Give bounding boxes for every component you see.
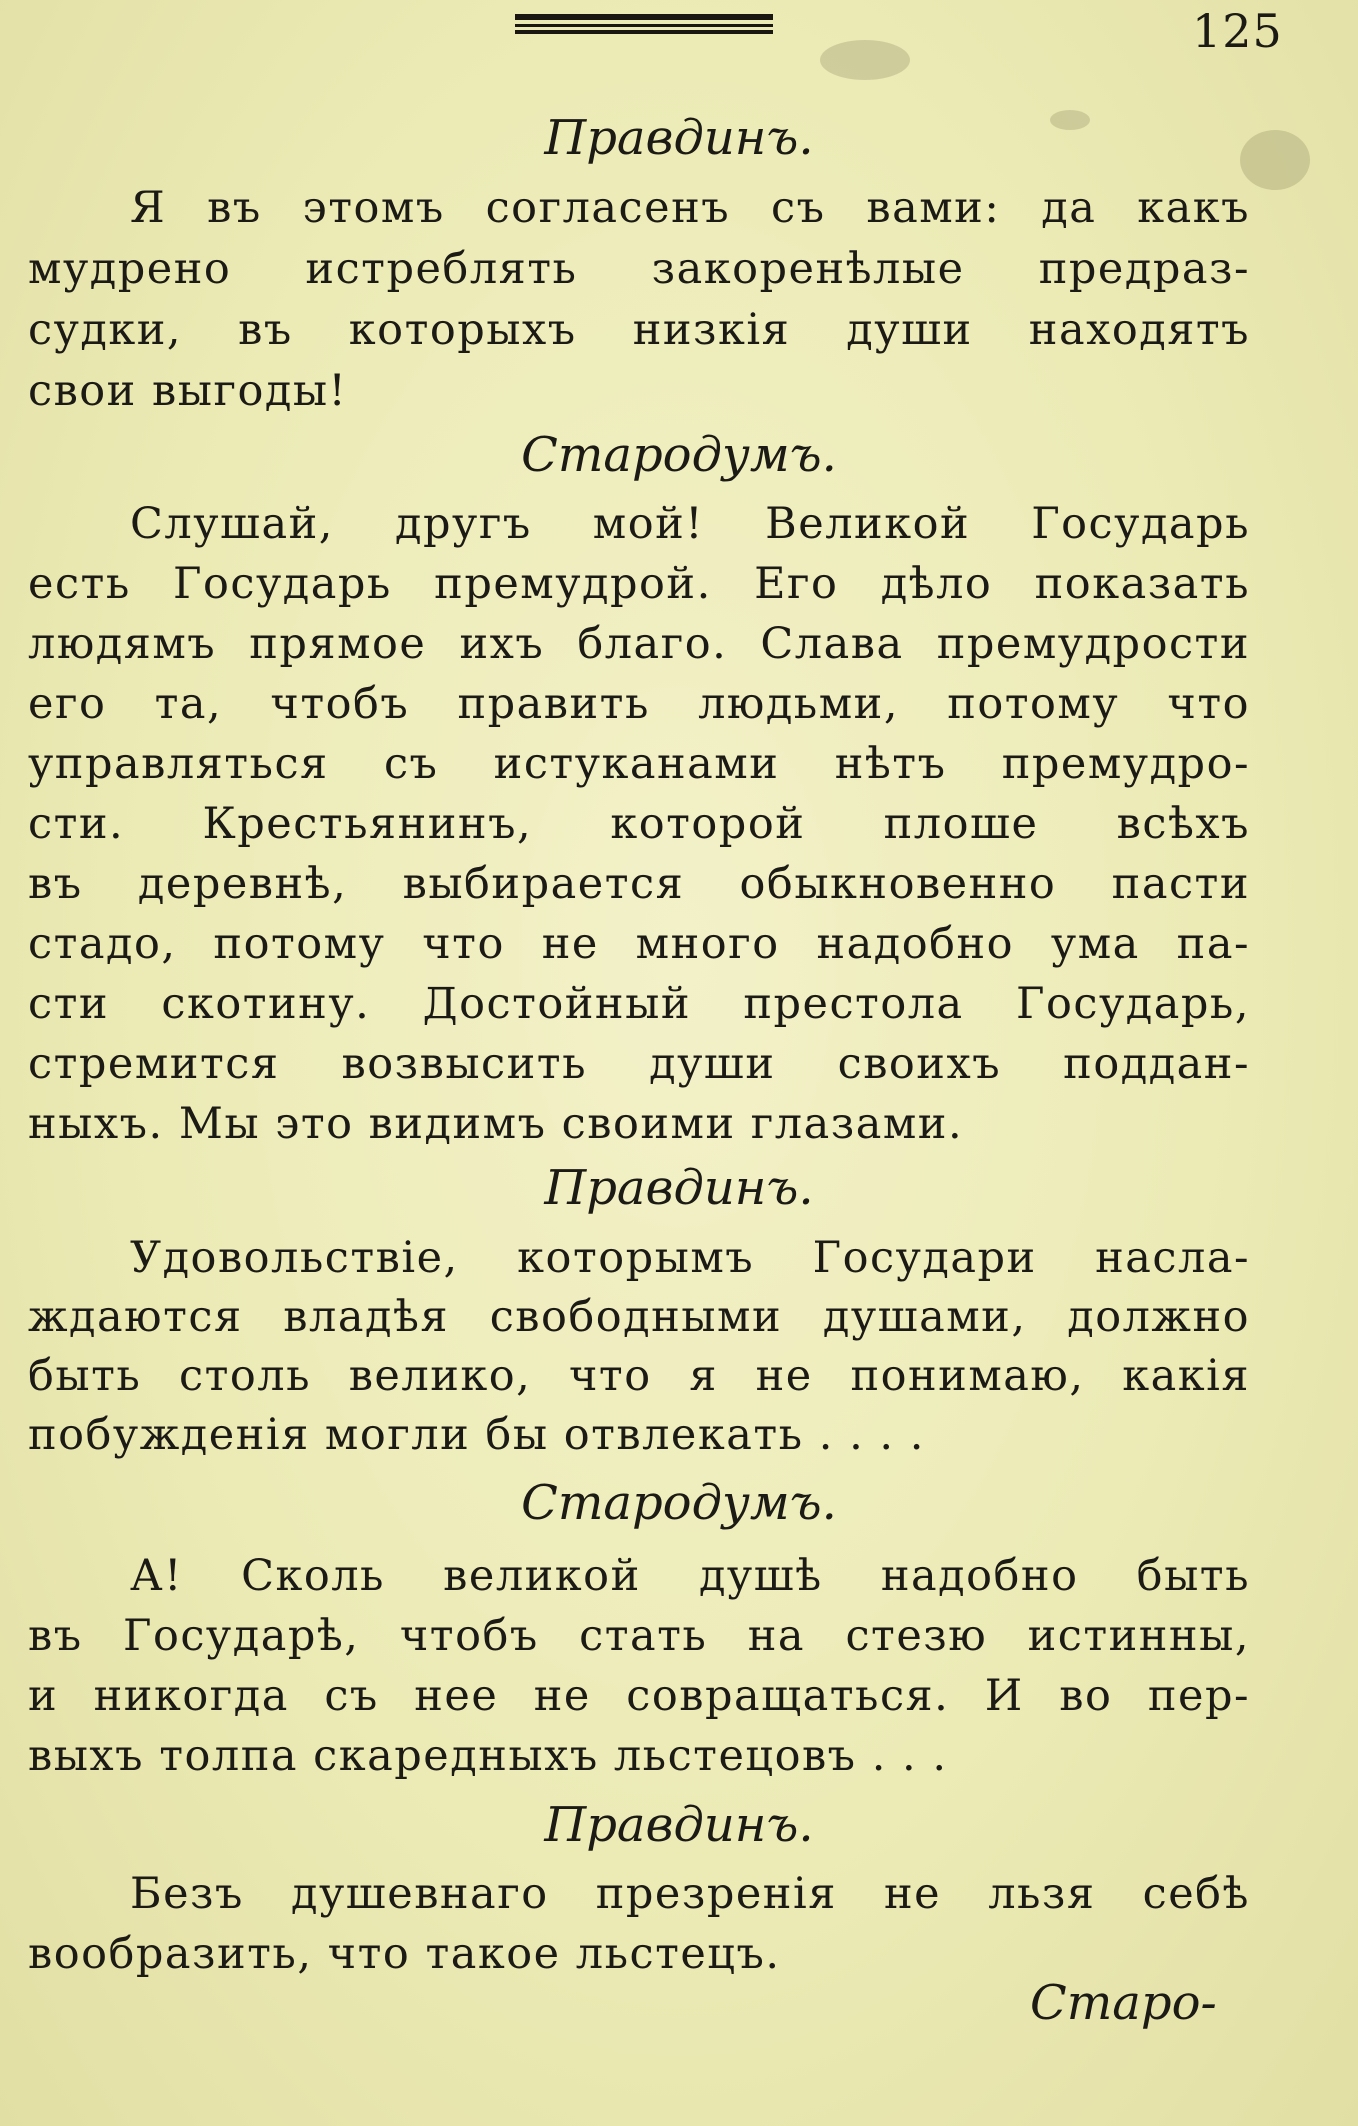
text-line: Удовольствіе, которымъ Государи насла- — [130, 1233, 1250, 1283]
speaker-heading: Правдинъ. — [544, 110, 814, 166]
text-line: есть Государь премудрой. Его дѣло показать — [28, 559, 1250, 609]
text-line: Я въ этомъ согласенъ съ вами: да какъ — [130, 183, 1250, 233]
text-line: стремится возвысить души своихъ поддан- — [28, 1039, 1250, 1089]
text-line: побужденія могли бы отвлекать . . . . — [28, 1410, 925, 1460]
text-line: мудрено истреблять закоренѣлые предраз- — [28, 244, 1250, 294]
page-number: 125 — [1192, 4, 1283, 58]
text-line: въ Государѣ, чтобъ стать на стезю истинны, — [28, 1611, 1250, 1661]
text-line: ждаются владѣя свободными душами, должно — [28, 1292, 1250, 1342]
header-rule — [515, 14, 773, 36]
text-line: стадо, потому что не много надобно ума па- — [28, 919, 1250, 969]
text-line: Безъ душевнаго презренія не льзя себѣ — [130, 1869, 1250, 1919]
text-line: ныхъ. Мы это видимъ своими глазами. — [28, 1099, 964, 1149]
text-line: свои выгоды! — [28, 366, 348, 416]
speaker-heading: Правдинъ. — [544, 1797, 814, 1853]
text-line: сти. Крестьянинъ, которой плоше всѣхъ — [28, 799, 1250, 849]
speaker-heading: Стародумъ. — [521, 1475, 837, 1531]
text-line: сти скотину. Достойный престола Государь, — [28, 979, 1250, 1029]
text-line: людямъ прямое ихъ благо. Слава премудрости — [28, 619, 1250, 669]
text-line: и никогда съ нее не совращаться. И во пер- — [28, 1671, 1250, 1721]
catchword: Старо- — [1030, 1975, 1217, 2031]
text-line: вообразить, что такое льстецъ. — [28, 1929, 781, 1979]
text-line: выхъ толпа скаредныхъ льстецовъ . . . — [28, 1731, 948, 1781]
text-line: судки, въ которыхъ низкія души находятъ — [28, 305, 1250, 355]
paper-stain — [820, 40, 910, 80]
text-line: управляться съ истуканами нѣтъ премудро- — [28, 739, 1250, 789]
text-line: его та, чтобъ править людьми, потому что — [28, 679, 1250, 729]
text-line: быть столь велико, что я не понимаю, какія — [28, 1351, 1250, 1401]
speaker-heading: Правдинъ. — [544, 1160, 814, 1216]
speaker-heading: Стародумъ. — [521, 427, 837, 483]
text-line: Слушай, другъ мой! Великой Государь — [130, 499, 1250, 549]
text-line: А! Сколь великой душѣ надобно быть — [130, 1551, 1250, 1601]
text-line: въ деревнѣ, выбирается обыкновенно пасти — [28, 859, 1250, 909]
